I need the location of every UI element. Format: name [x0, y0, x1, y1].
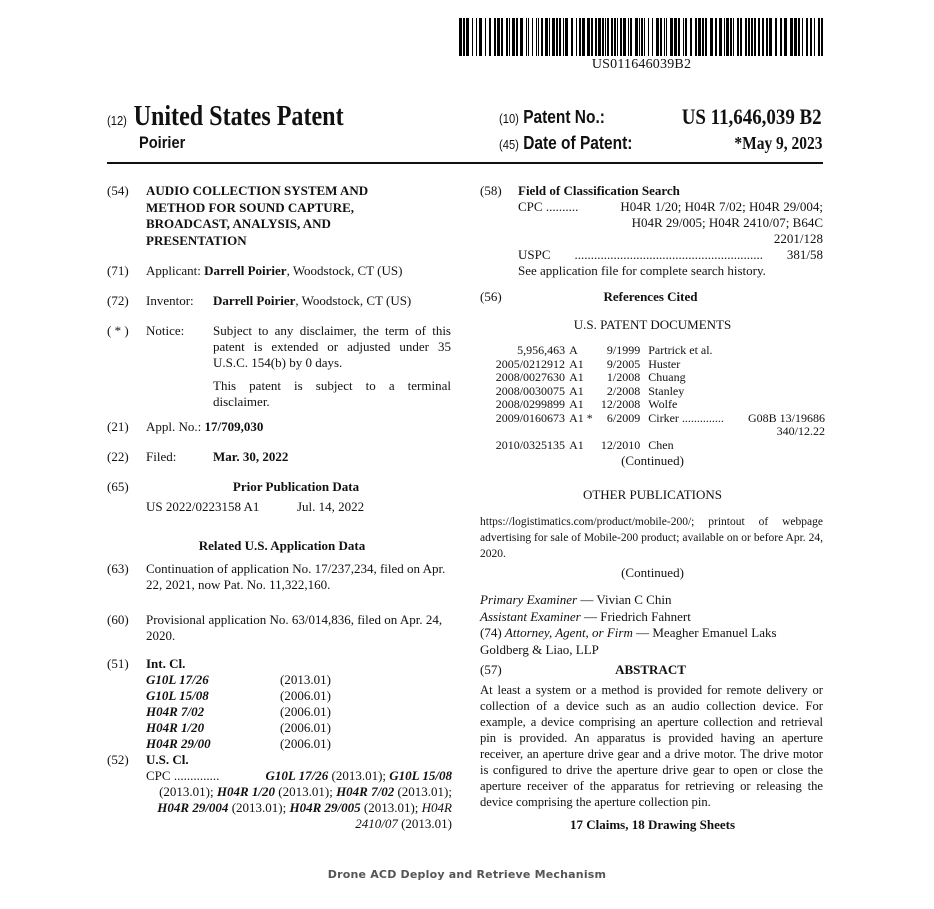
cpc-line: H04R 1/20; H04R 7/02; H04R 29/004;	[620, 199, 823, 214]
barcode-bar	[512, 18, 515, 56]
barcode-bar	[710, 18, 713, 56]
barcode-bar	[476, 18, 477, 56]
date-label	[499, 133, 632, 154]
doc-type-heading	[107, 100, 344, 133]
reference-date: 9/2005	[606, 356, 641, 371]
notice-text	[213, 323, 451, 410]
date-label-text: Date of Patent:	[523, 133, 633, 153]
references-heading: References Cited	[603, 289, 698, 304]
int-cl-section	[107, 656, 457, 752]
figure-caption: Drone ACD Deploy and Retrieve Mechanism	[327, 868, 607, 881]
reference-row	[486, 385, 825, 399]
reference-row	[486, 344, 825, 358]
barcode-bar	[726, 18, 729, 56]
barcode-bar	[501, 18, 503, 56]
attorney-name: — Meagher Emanuel Laks Goldberg & Liao, LLP	[480, 625, 777, 657]
us-cl-version: (2013.01);	[394, 784, 452, 799]
barcode-bar	[463, 18, 465, 56]
uspc-value: 381/58	[786, 247, 823, 262]
uspc-label: USPC	[518, 247, 551, 262]
field-search-cpc	[518, 199, 823, 279]
attorney-label: Attorney, Agent, or Firm	[504, 625, 633, 640]
us-cl-class: H04R 29/005	[289, 800, 361, 815]
inid-code: (71)	[107, 263, 129, 278]
notice-label: Notice:	[146, 323, 185, 338]
reference-classification	[748, 385, 825, 399]
barcode-bar	[715, 18, 717, 56]
barcode-bar	[617, 18, 618, 56]
inid-code: (57)	[480, 662, 502, 677]
barcode-bar	[754, 18, 756, 56]
field-search-section	[480, 183, 825, 281]
prior-publication-heading: Prior Publication Data	[232, 479, 360, 494]
barcode-bar	[526, 18, 527, 56]
barcode-bar	[520, 18, 523, 56]
barcode-bar	[641, 18, 643, 56]
reference-date: 1/2008	[606, 370, 641, 384]
barcode-bar	[690, 18, 692, 56]
primary-examiner-label: Primary Examiner	[480, 592, 578, 607]
us-cl-class: H04R 29/004	[157, 800, 229, 815]
inid-code: (21)	[107, 419, 129, 434]
title-line: AUDIO COLLECTION SYSTEM AND	[146, 183, 369, 198]
us-patent-documents-heading: U.S. PATENT DOCUMENTS	[573, 317, 732, 332]
continuation-text: Continuation of application No. 17/237,234, filed on Apr. 22, 2021, now Pat. No. 11,322,160.	[146, 561, 446, 592]
barcode-bar	[678, 18, 680, 56]
barcode-bar	[623, 18, 626, 56]
barcode-bar	[614, 18, 616, 56]
barcode-bar	[666, 18, 667, 56]
int-cl-row	[146, 704, 331, 720]
barcode-bar	[459, 18, 462, 56]
barcode-bar	[730, 18, 732, 56]
barcode-bar	[740, 18, 742, 56]
barcode-bar	[556, 18, 558, 56]
appl-no-value: 17/709,030	[204, 419, 264, 434]
int-cl-version: (2006.01)	[280, 720, 331, 735]
barcode-bar	[670, 18, 673, 56]
inventor-label: Inventor:	[146, 293, 194, 308]
barcode-bar	[598, 18, 601, 56]
barcode-bar	[737, 18, 739, 56]
other-publications-continued: (Continued)	[621, 565, 684, 580]
reference-classification: G08B 13/19686	[747, 410, 825, 425]
inid-code: (22)	[107, 449, 129, 464]
barcode-bar	[762, 18, 764, 56]
barcode-bar	[702, 18, 704, 56]
patent-no-label	[499, 107, 605, 128]
filed-section	[107, 449, 457, 465]
assistant-examiner-label: Assistant Examiner	[480, 608, 581, 624]
abstract-heading-row	[480, 662, 825, 678]
barcode	[459, 18, 824, 56]
reference-name: Stanley	[648, 383, 685, 398]
inid-code: ( * )	[107, 323, 129, 338]
barcode-bar	[644, 18, 645, 56]
inid-code: (60)	[107, 612, 129, 627]
barcode-bar	[780, 18, 782, 56]
barcode-bar	[497, 18, 500, 56]
reference-kind: A1	[569, 383, 584, 398]
inid-code: (51)	[107, 656, 129, 671]
applicant-section	[107, 263, 457, 279]
related-application-heading: Related U.S. Application Data	[198, 538, 366, 553]
right-column	[480, 183, 825, 833]
reference-row	[486, 398, 825, 412]
cpc-label: CPC ..........	[518, 199, 579, 214]
barcode-bar	[705, 18, 707, 56]
barcode-bar	[766, 18, 768, 56]
inid-code: (12)	[107, 113, 127, 128]
reference-row	[486, 412, 825, 426]
reference-kind	[565, 425, 597, 439]
reference-kind: A1	[569, 437, 584, 452]
reference-number: 2009/0160673	[495, 410, 566, 425]
applicant-location: , Woodstock, CT (US)	[286, 263, 403, 278]
barcode-bar	[576, 18, 577, 56]
patent-date: *May 9, 2023	[733, 133, 822, 153]
reference-name: Partrick et al.	[648, 343, 713, 357]
barcode-bar	[635, 18, 638, 56]
references-heading-row	[480, 289, 825, 305]
examiners-section	[480, 592, 825, 658]
us-cl-version: (2013.01)	[397, 816, 452, 831]
us-cl-heading: U.S. Cl.	[146, 752, 189, 767]
appl-no-section	[107, 419, 457, 435]
abstract-heading: ABSTRACT	[615, 662, 686, 677]
inid-code: (10)	[499, 111, 519, 126]
inid-code: (65)	[107, 479, 129, 494]
reference-date: 12/2008	[600, 397, 641, 411]
barcode-bar	[648, 18, 649, 56]
barcode-bar	[652, 18, 653, 56]
barcode-bar	[748, 18, 750, 56]
barcode-bar	[579, 18, 581, 56]
reference-number: 2008/0027630	[495, 370, 566, 384]
reference-classification	[748, 371, 825, 385]
notice-disclaimer: This patent is subject to a terminal disclaimer.	[213, 378, 451, 409]
barcode-bar	[674, 18, 677, 56]
barcode-bar	[582, 18, 585, 56]
other-publication-text: https://logistimatics.com/product/mobile-200/; printout of webpage advertising for sale of Mobile-200 product; available on or before Apr. 24, 2020.	[480, 516, 823, 560]
patent-title	[146, 183, 368, 249]
reference-classification	[748, 344, 825, 358]
inventor-name: Darrell Poirier	[213, 293, 296, 308]
reference-row	[486, 439, 825, 453]
reference-number: 2010/0325135	[495, 437, 566, 452]
reference-kind: A1	[569, 370, 584, 384]
other-publications-heading: OTHER PUBLICATIONS	[582, 487, 723, 502]
patent-no-label-text: Patent No.:	[523, 107, 605, 127]
barcode-bar	[605, 18, 606, 56]
reference-classification	[748, 398, 825, 412]
reference-kind: A1	[569, 397, 584, 411]
reference-row	[486, 425, 825, 439]
barcode-bar	[802, 18, 803, 56]
reference-date: 6/2009	[606, 410, 641, 425]
barcode-bar	[538, 18, 539, 56]
barcode-bar	[751, 18, 753, 56]
int-cl-class: G10L 17/26	[146, 672, 209, 687]
reference-name: Cirker ..............	[648, 410, 724, 425]
inid-code: (54)	[107, 183, 129, 198]
reference-date: 12/2010	[600, 437, 641, 452]
barcode-bar	[810, 18, 812, 56]
barcode-bar	[814, 18, 815, 56]
doc-type: United States Patent	[133, 101, 344, 132]
reference-number: 2005/0212912	[495, 356, 566, 371]
barcode-bar	[745, 18, 747, 56]
reference-date: 2/2008	[606, 383, 641, 398]
references-table	[486, 344, 825, 452]
reference-classification: 340/12.22	[776, 424, 825, 438]
barcode-bar	[698, 18, 701, 56]
us-cl-class: H04R 7/02	[336, 784, 395, 799]
us-cl-version: (2013.01);	[328, 768, 390, 783]
barcode-bar	[479, 18, 482, 56]
reference-number	[486, 425, 565, 439]
us-cl-class: H04R 1/20	[216, 784, 276, 799]
search-history-note: See application file for complete search history.	[518, 263, 766, 278]
claims-summary: 17 Claims, 18 Drawing Sheets	[569, 817, 736, 832]
barcode-bar	[536, 18, 537, 56]
barcode-bar	[552, 18, 555, 56]
us-cl-class: G10L 17/26	[265, 768, 329, 783]
inid-code: (74)	[480, 625, 502, 640]
reference-date: 9/1999	[606, 343, 641, 357]
inid-code: (45)	[499, 137, 519, 152]
title-section	[107, 183, 457, 249]
barcode-bar	[485, 18, 486, 56]
barcode-bar	[607, 18, 609, 56]
us-cl-cpc	[146, 768, 452, 832]
barcode-bar	[758, 18, 760, 56]
inventor-location: , Woodstock, CT (US)	[295, 293, 412, 308]
barcode-bar	[532, 18, 533, 56]
int-cl-row	[146, 736, 331, 752]
barcode-bar	[630, 18, 632, 56]
barcode-bar	[545, 18, 548, 56]
us-cl-version: (2013.01);	[360, 800, 422, 815]
barcode-bar	[784, 18, 787, 56]
barcode-bar	[489, 18, 491, 56]
inid-code: (56)	[480, 289, 502, 304]
patent-number: US 11,646,039 B2	[682, 104, 822, 129]
barcode-bar	[821, 18, 823, 56]
reference-classification	[748, 439, 825, 453]
inid-code: (52)	[107, 752, 129, 767]
provisional-section	[107, 612, 457, 646]
barcode-bar	[806, 18, 808, 56]
prior-publication-number: US 2022/0223158 A1	[146, 499, 260, 514]
barcode-bar	[611, 18, 613, 56]
appl-no-label: Appl. No.:	[146, 419, 202, 434]
barcode-bar	[516, 18, 518, 56]
barcode-bar	[664, 18, 665, 56]
us-cl-section	[107, 752, 457, 831]
primary-examiner-name: — Vivian C Chin	[577, 592, 672, 607]
reference-row	[486, 358, 825, 372]
barcode-bar	[818, 18, 820, 56]
continuation-section	[107, 561, 457, 595]
inid-code: (58)	[480, 183, 502, 198]
barcode-bar	[571, 18, 573, 56]
prior-publication-section	[107, 479, 457, 519]
int-cl-list	[146, 672, 331, 752]
barcode-bar	[695, 18, 697, 56]
header-divider	[107, 162, 823, 164]
int-cl-heading: Int. Cl.	[146, 656, 186, 671]
int-cl-class: H04R 29/00	[146, 736, 211, 751]
us-cl-version: (2013.01);	[159, 784, 217, 799]
barcode-bar	[466, 18, 469, 56]
barcode-bar	[794, 18, 797, 56]
filed-label: Filed:	[146, 449, 177, 464]
us-cl-class: G10L 15/08	[389, 768, 452, 783]
barcode-bar	[719, 18, 722, 56]
cpc-line: 2201/128	[773, 231, 823, 246]
title-line: PRESENTATION	[146, 232, 247, 248]
barcode-bar	[656, 18, 659, 56]
reference-row	[486, 371, 825, 385]
barcode-number: US011646039B2	[591, 57, 692, 72]
barcode-bar	[660, 18, 662, 56]
barcode-bar	[565, 18, 568, 56]
filed-date: Mar. 30, 2022	[213, 449, 289, 464]
barcode-bar	[683, 18, 684, 56]
notice-term: Subject to any disclaimer, the term of this patent is extended or adjusted under 35 U.S.C. 154(b) by 0 days.	[213, 323, 451, 370]
int-cl-class: H04R 7/02	[146, 704, 205, 719]
applicant-label: Applicant:	[146, 263, 201, 278]
reference-date	[597, 425, 641, 439]
inid-code: (63)	[107, 561, 129, 576]
left-column	[107, 183, 457, 831]
barcode-bar	[591, 18, 593, 56]
assistant-examiner-name: — Friedrich Fahnert	[580, 608, 691, 624]
title-line: BROADCAST, ANALYSIS, AND	[146, 216, 331, 231]
barcode-bar	[494, 18, 496, 56]
reference-kind: A1 *	[569, 410, 593, 425]
barcode-bar	[769, 18, 772, 56]
reference-number: 5,956,463	[517, 343, 566, 357]
barcode-bar	[595, 18, 597, 56]
barcode-bar	[620, 18, 622, 56]
inventor-surname: Poirier	[139, 133, 186, 152]
int-cl-version: (2006.01)	[280, 736, 331, 751]
reference-number: 2008/0299899	[495, 397, 566, 411]
barcode-bar	[509, 18, 510, 56]
barcode-bar	[528, 18, 529, 56]
notice-section	[107, 323, 457, 407]
cpc-line: H04R 29/005; H04R 2410/07; B64C	[631, 215, 823, 230]
int-cl-row	[146, 720, 331, 736]
reference-kind: A1	[569, 356, 584, 371]
barcode-bar	[628, 18, 629, 56]
reference-name: Wolfe	[648, 397, 678, 411]
reference-kind: A	[569, 343, 578, 357]
int-cl-row	[146, 688, 331, 704]
us-cl-class: H04R 2410/07	[355, 800, 452, 831]
provisional-text: Provisional application No. 63/014,836, filed on Apr. 24, 2020.	[146, 612, 443, 643]
barcode-bar	[559, 18, 561, 56]
reference-number: 2008/0030075	[495, 383, 566, 398]
reference-classification	[748, 358, 825, 372]
barcode-bar	[775, 18, 777, 56]
field-search-heading: Field of Classification Search	[518, 183, 680, 198]
us-cl-version: (2013.01);	[275, 784, 337, 799]
barcode-bar	[587, 18, 590, 56]
inventor-section	[107, 293, 457, 309]
barcode-bar	[733, 18, 734, 56]
int-cl-class: H04R 1/20	[146, 720, 205, 735]
barcode-bar	[790, 18, 793, 56]
uspc-leader: ..........................................................	[574, 247, 763, 262]
references-continued: (Continued)	[621, 453, 684, 468]
abstract-text: At least a system or a method is provided for remote delivery or collection of a device such as an audio collection device. For example, a device comprising an aperture collection and retrieval pin is provided. An apparatus is provided having an aperture receiver, an aperture drive gear and a drive motor. The drive motor is configured to drive the aperture drive gear to open or close the aperture receiver of the apparatus for retrieving or releasing the device comprising the aperture collection pin.	[480, 683, 823, 809]
prior-publication-date: Jul. 14, 2022	[297, 499, 365, 514]
int-cl-version: (2006.01)	[280, 704, 331, 719]
barcode-bar	[798, 18, 800, 56]
cpc-label: CPC ..............	[146, 768, 220, 783]
barcode-bar	[724, 18, 725, 56]
applicant-name: Darrell Poirier	[204, 263, 287, 278]
barcode-bar	[549, 18, 550, 56]
barcode-bar	[563, 18, 564, 56]
reference-name: Chen	[648, 437, 674, 452]
reference-name	[640, 425, 748, 439]
reference-name: Chuang	[648, 370, 686, 384]
barcode-bar	[685, 18, 687, 56]
inid-code: (72)	[107, 293, 129, 308]
int-cl-version: (2006.01)	[280, 688, 331, 703]
reference-name: Huster	[648, 356, 681, 371]
barcode-bar	[639, 18, 640, 56]
barcode-bar	[472, 18, 473, 56]
title-line: METHOD FOR SOUND CAPTURE,	[146, 199, 355, 215]
us-cl-version: (2013.01);	[228, 800, 290, 815]
barcode-bar	[541, 18, 543, 56]
int-cl-class: G10L 15/08	[146, 688, 209, 703]
int-cl-row	[146, 672, 331, 688]
int-cl-version: (2013.01)	[280, 672, 331, 687]
barcode-bar	[506, 18, 508, 56]
barcode-bar	[602, 18, 604, 56]
